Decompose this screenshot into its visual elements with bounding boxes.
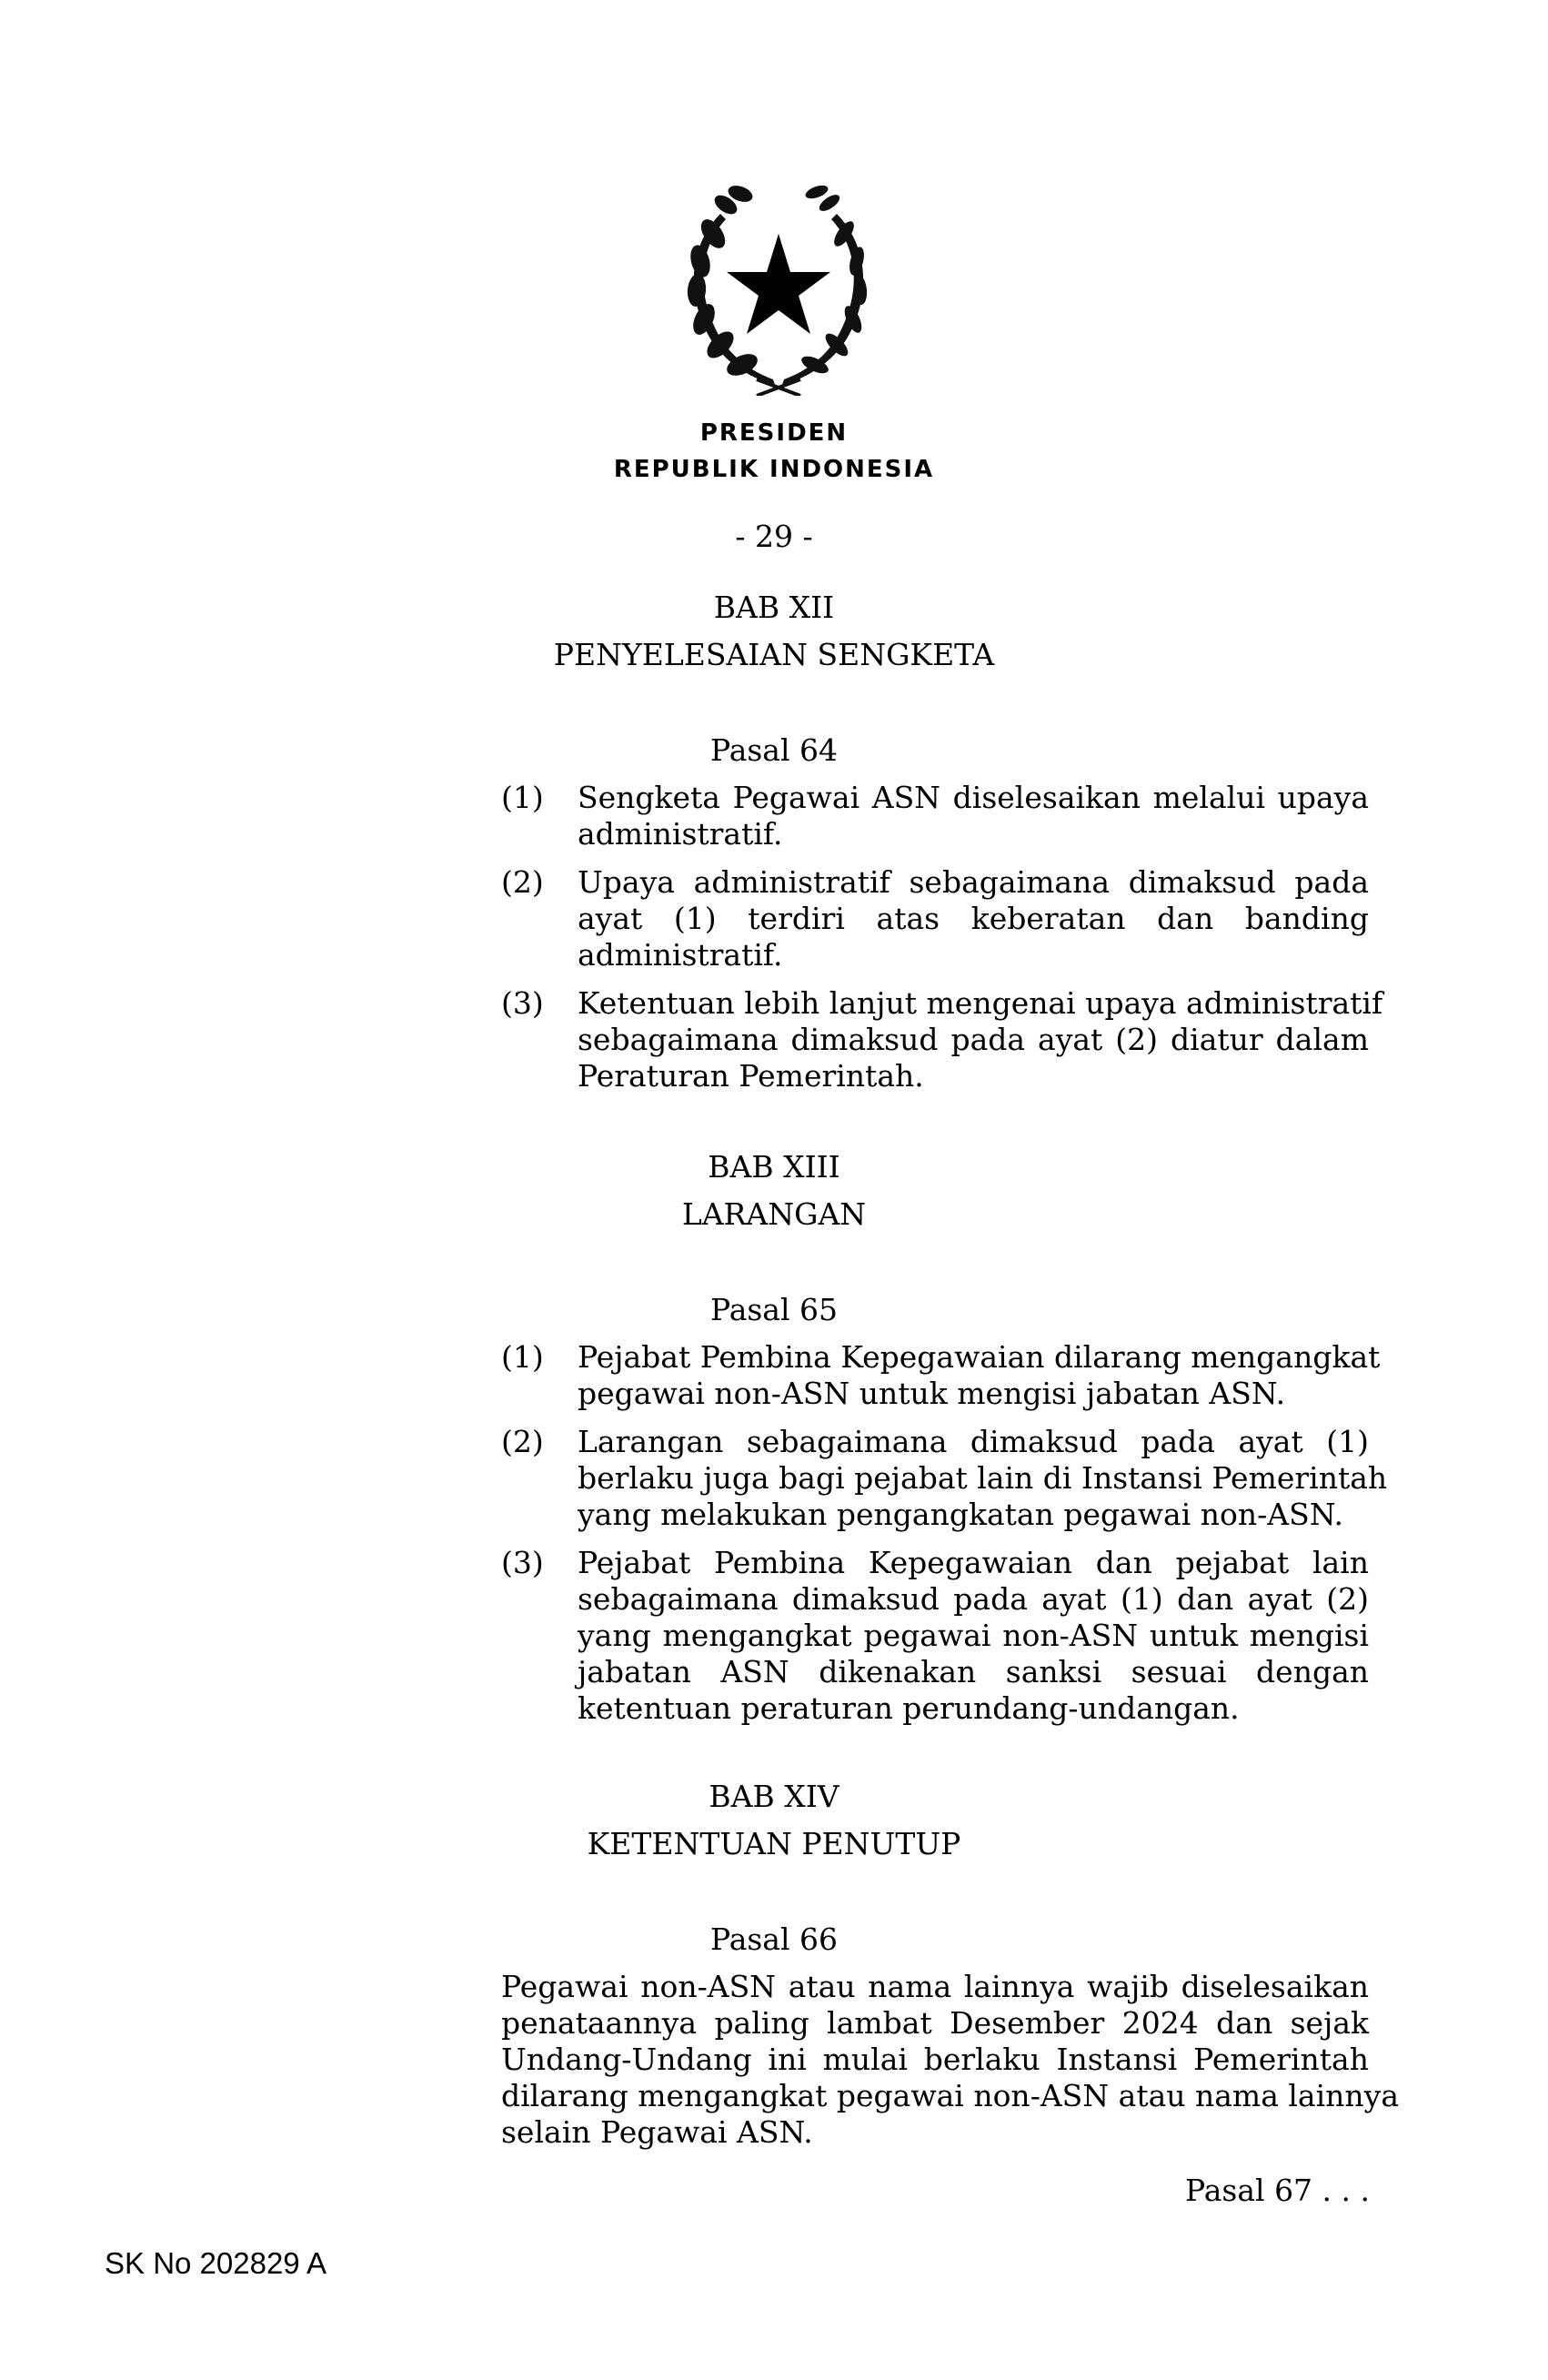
page-number: - 29 - — [735, 519, 813, 554]
clause-number: (2) — [501, 1424, 544, 1459]
clause-text — [578, 1545, 1369, 1727]
clause-number: (1) — [501, 1339, 544, 1375]
header-president: PRESIDEN — [699, 419, 849, 447]
clause-line: berlaku juga bagi pejabat lain di Instansi Pemerintah — [578, 1460, 1388, 1496]
clause-line: Pejabat Pembina Kepegawaian dan pejabat lain — [578, 1545, 1369, 1580]
clause-line: pegawai non-ASN untuk mengisi jabatan ASN. — [578, 1376, 1286, 1411]
clause-line: Upaya administratif sebagaimana dimaksud pada — [578, 864, 1369, 900]
clause-line: Peraturan Pemerintah. — [578, 1058, 924, 1094]
chapter-title-xiii: LARANGAN — [681, 1196, 867, 1232]
chapter-title-xiv: KETENTUAN PENUTUP — [587, 1826, 961, 1861]
header-republic: REPUBLIK INDONESIA — [613, 456, 935, 483]
clause-line: administratif. — [578, 816, 783, 852]
clause-text — [578, 1424, 1388, 1533]
clause-line: ayat (1) terdiri atas keberatan dan banding — [578, 901, 1369, 936]
chapter-label-xiv: BAB XIV — [709, 1779, 839, 1814]
article-66-paragraph — [501, 1969, 1399, 2151]
clause-line: ketentuan peraturan perundang-undangan. — [578, 1690, 1240, 1726]
article-heading-65: Pasal 65 — [709, 1292, 839, 1327]
next-page-reference: Pasal 67 . . . — [1185, 2173, 1370, 2208]
sk-number: SK No 202829 A — [105, 2246, 327, 2280]
clause-line: yang mengangkat pegawai non-ASN untuk mengisi — [578, 1618, 1369, 1653]
clause-line: administratif. — [578, 937, 783, 973]
garuda-star-emblem-icon — [657, 177, 900, 396]
clause-text — [578, 780, 1369, 852]
clause-line: jabatan ASN dikenakan sanksi sesuai dengan — [578, 1654, 1369, 1689]
paragraph-line: Pegawai non-ASN atau nama lainnya wajib diselesaikan — [501, 1969, 1369, 2004]
clause-text — [578, 1339, 1381, 1412]
clause-number: (2) — [501, 864, 544, 900]
article-heading-64: Pasal 64 — [709, 732, 839, 768]
article-heading-66: Pasal 66 — [709, 1921, 839, 1957]
clause-line: sebagaimana dimaksud pada ayat (2) diatur dalam — [578, 1022, 1369, 1057]
clause-number: (3) — [501, 1545, 544, 1580]
clause-line: Ketentuan lebih lanjut mengenai upaya administratif — [578, 985, 1383, 1021]
clause-line: Sengketa Pegawai ASN diselesaikan melalui upaya — [578, 780, 1369, 815]
clause-text — [578, 864, 1369, 973]
chapter-label-xii: BAB XII — [713, 590, 835, 625]
paragraph-line: dilarang mengangkat pegawai non-ASN atau nama lainnya — [501, 2078, 1399, 2113]
clause-text — [578, 985, 1383, 1094]
chapter-label-xiii: BAB XIII — [708, 1149, 840, 1185]
clause-number: (1) — [501, 780, 544, 815]
clause-line: yang melakukan pengangkatan pegawai non-ASN. — [578, 1497, 1343, 1532]
paragraph-line: selain Pegawai ASN. — [501, 2114, 813, 2150]
clause-line: Pejabat Pembina Kepegawaian dilarang mengangkat — [578, 1339, 1381, 1375]
paragraph-line: penataannya paling lambat Desember 2024 dan sejak — [501, 2005, 1369, 2041]
clause-line: sebagaimana dimaksud pada ayat (1) dan ayat (2) — [578, 1581, 1369, 1617]
paragraph-line: Undang-Undang ini mulai berlaku Instansi Pemerintah — [501, 2042, 1369, 2077]
clause-line: Larangan sebagaimana dimaksud pada ayat (1) — [578, 1424, 1369, 1459]
chapter-title-xii: PENYELESAIAN SENGKETA — [553, 637, 995, 672]
clause-number: (3) — [501, 985, 544, 1021]
